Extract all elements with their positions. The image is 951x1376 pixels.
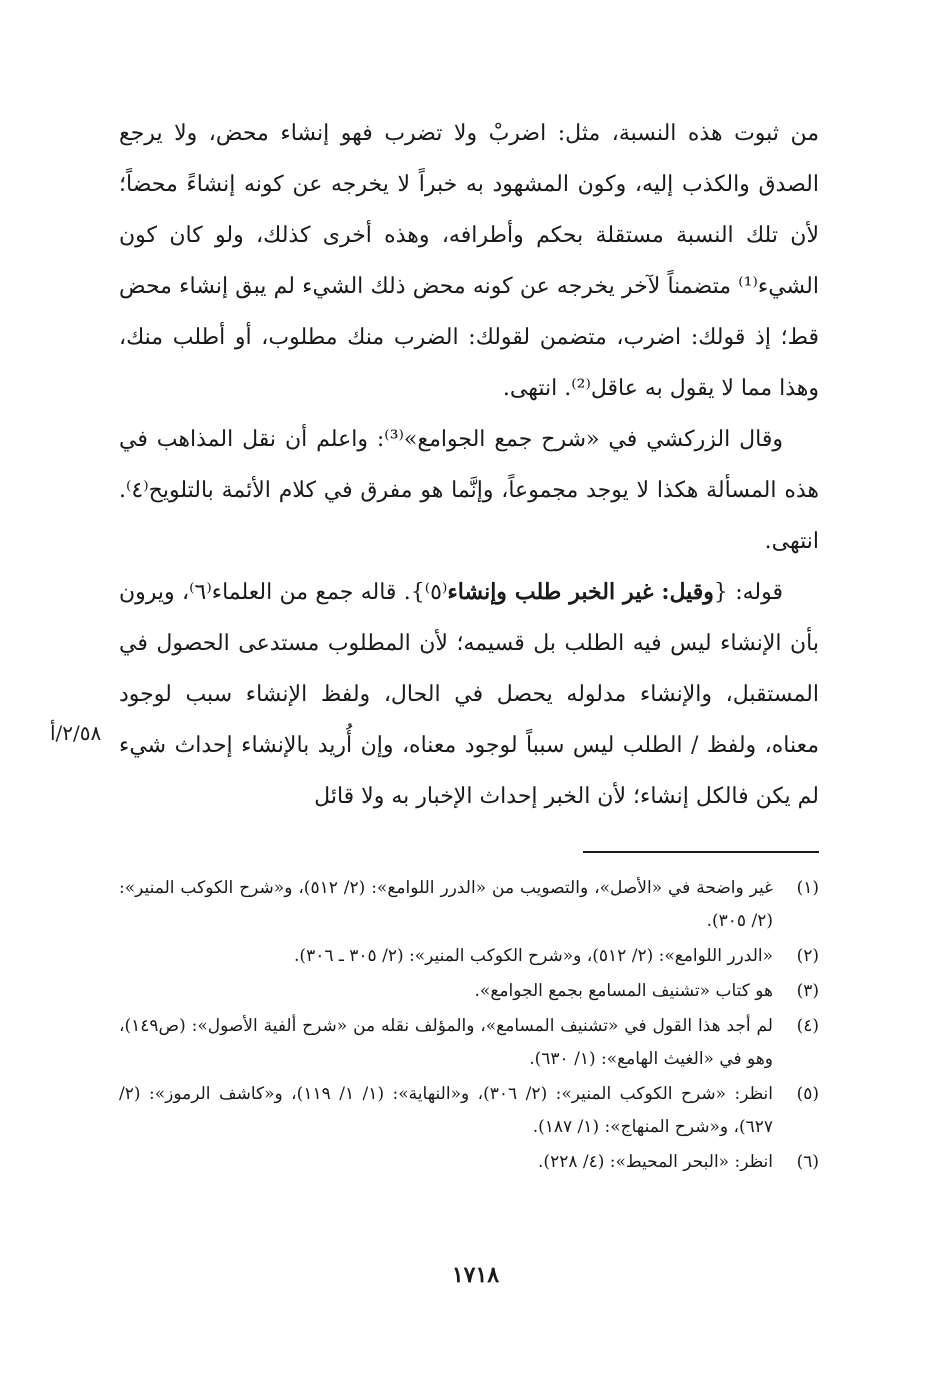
footnote-item (119, 940, 819, 973)
paragraph-3 (119, 567, 819, 822)
footnote-text: هو كتاب «تشنيف المسامع بجمع الجوامع». (474, 981, 773, 1001)
footnote-text: لم أجد هذا القول في «تشنيف المسامع»، والمؤلف نقله من «شرح ألفية الأصول»: (ص١٤٩)، وهو في «الغيث الهامع»: (١/ ٦٣٠). (119, 1016, 773, 1069)
footnote-text: انظر: «شرح الكوكب المنير»: (٢/ ٣٠٦)، و«النهاية»: (١/ ١/ ١١٩)، و«كاشف الرموز»: (٢/ ٦٢٧)، و«شرح المنهاج»: (١/ ١٨٧). (119, 1084, 773, 1137)
page-number: ١٧١٨ (451, 1262, 500, 1288)
footnote-item (119, 1146, 819, 1179)
footnote-number: (٥) (796, 1084, 819, 1104)
paragraph-1: من ثبوت هذه النسبة، مثل: اضربْ ولا تضرب فهو إنشاء محض، ولا يرجع الصدق والكذب إليه، وكون المشهود به خبراً لا يخرجه عن كونه إنشاءً محضاً؛ لأن تلك النسبة مستقلة بحكم وأطرافه، وهذه أخرى كذلك، ولو كان كون الشيء⁽¹⁾ متضمناً لآخر يخرجه عن كونه محض ذلك الشيء لم يبق إنشاء محض قط؛ إذ قولك: اضرب، متضمن لقولك: الضرب منك مطلوب، أو أطلب منك، وهذا مما لا يقول به عاقل⁽²⁾. انتهى. (119, 121, 819, 401)
footnote-item (119, 975, 819, 1008)
footnote-number: (٣) (796, 981, 819, 1001)
footnote-divider (583, 851, 819, 853)
footnote-number: (٤) (796, 1016, 819, 1036)
footnote-text: انظر: «البحر المحيط»: (٤/ ٢٢٨). (538, 1152, 773, 1172)
footnote-item (119, 1078, 819, 1144)
footnotes (119, 872, 819, 1181)
paragraph-2: وقال الزركشي في «شرح جمع الجوامع»⁽³⁾: واعلم أن نقل المذاهب في هذه المسألة هكذا لا يوجد مجموعاً، وإنَّما هو مفرق في كلام الأئمة بالتلويح⁽٤⁾. انتهى. (119, 427, 819, 554)
footnote-item (119, 1010, 819, 1076)
footnote-number: (١) (796, 878, 819, 898)
main-text (119, 108, 819, 822)
footnote-number: (٦) (796, 1152, 819, 1172)
paragraph-3-quoted-text: وقيل: غير الخبر طلب وإنشاء (447, 579, 714, 605)
footnote-item (119, 872, 819, 938)
footnote-text: «الدرر اللوامع»: (٢/ ٥١٢)، و«شرح الكوكب المنير»: (٢/ ٣٠٥ ـ ٣٠٦). (294, 946, 773, 966)
footnote-text: غير واضحة في «الأصل»، والتصويب من «الدرر اللوامع»: (٢/ ٥١٢)، و«شرح الكوكب المنير»: (٢/ ٣٠٥). (119, 878, 774, 931)
footnote-number: (٢) (796, 946, 819, 966)
manuscript-folio-reference: ٢/٥٨/أ (50, 721, 102, 745)
paragraph-3-lead: قوله: { (713, 580, 783, 605)
paragraph-3-rest: ⁽٥⁾}. قاله جمع من العلماء⁽٦⁾، ويرون بأن الإنشاء ليس فيه الطلب بل قسيمه؛ لأن المطلوب مستدعى الحصول في المستقبل، والإنشاء مدلوله يحصل في الحال، ولفظ الإنشاء سبب لوجود معناه، ولفظ / الطلب ليس سبباً لوجود معناه، وإن أُريد بالإنشاء إحداث شيء لم يكن فالكل إنشاء؛ لأن الخبر إحداث الإخبار به ولا قائل (119, 580, 819, 809)
